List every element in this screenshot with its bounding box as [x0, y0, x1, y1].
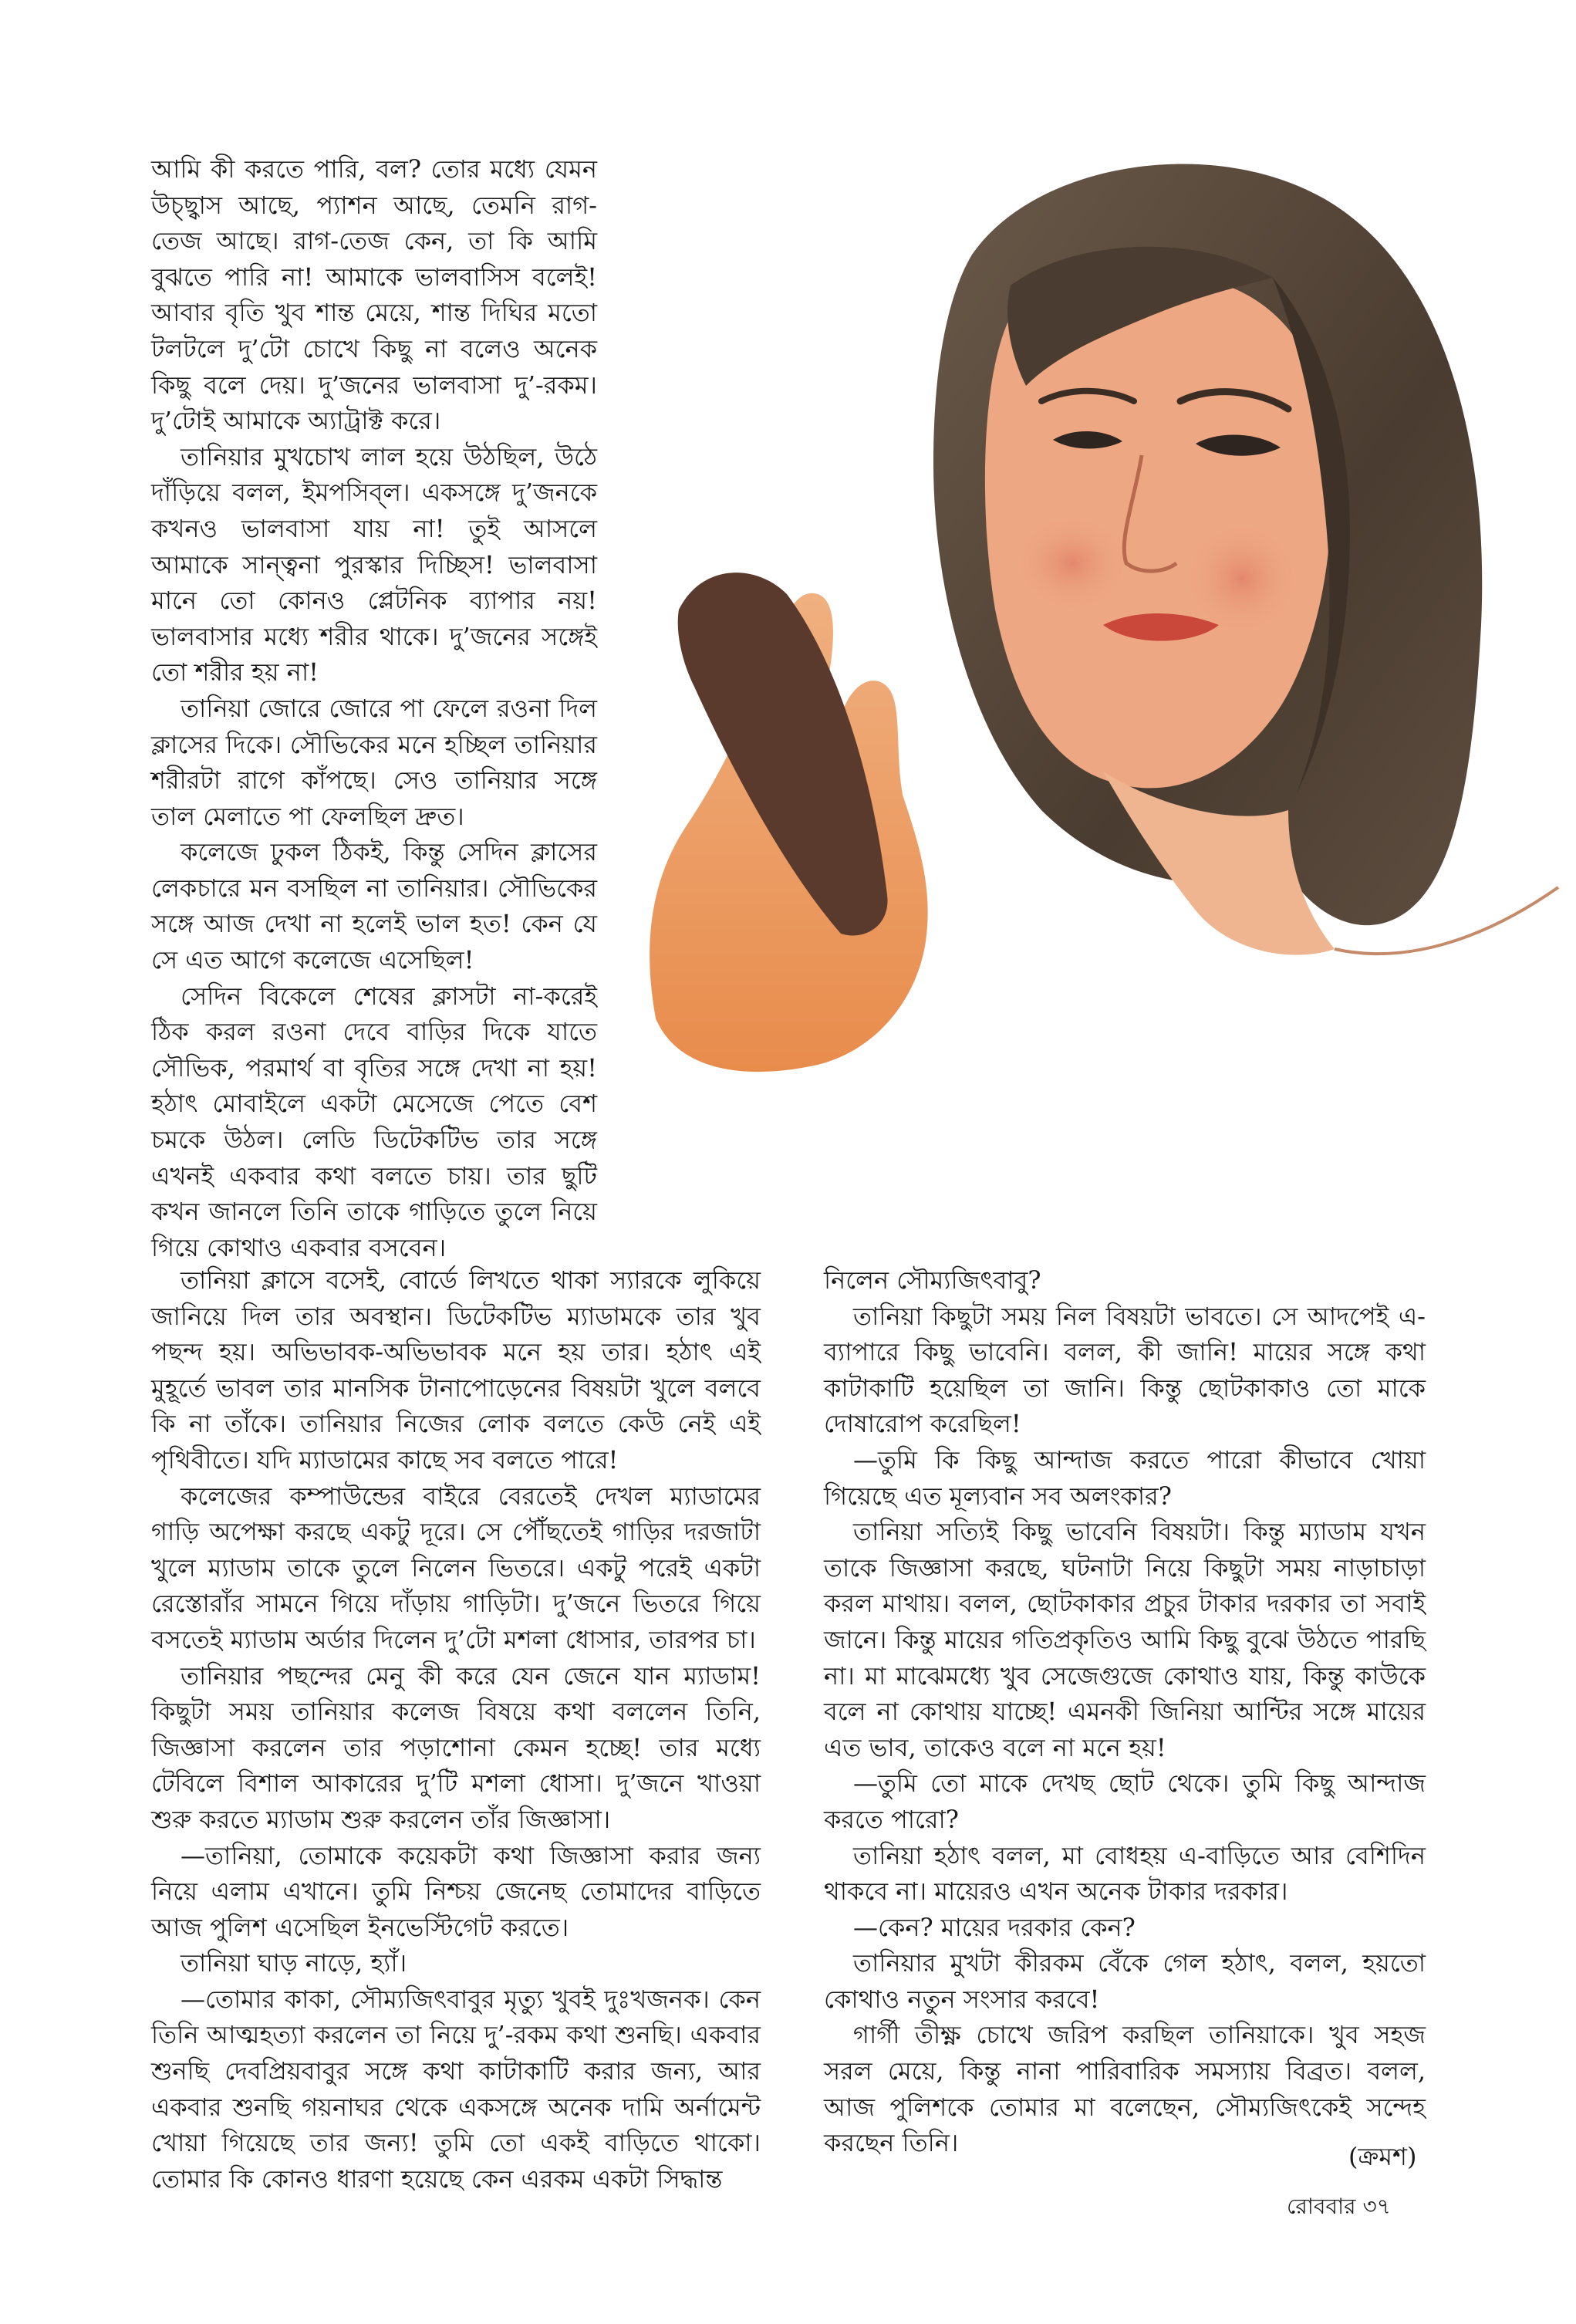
paragraph: কলেজের কম্পাউন্ডের বাইরে বেরতেই দেখল ম্যাডামের গাড়ি অপেক্ষা করছে একটু দূরে। সে পৌঁছতেই গাড়ির দরজাটা খুলে ম্যাডাম তাকে তুলে নিলেন ভিতরে। একটু পরেই একটা রেস্তোরাঁর সামনে গিয়ে দাঁড়ায় গাড়িটা। দু’জনে ভিতরে গিয়ে বসতেই ম্যাডাম অর্ডার দিলেন দু’টো মশলা ধোসার, তারপর চা।	[151, 1481, 761, 1654]
paragraph: —তোমার কাকা, সৌম্যজিৎবাবুর মৃত্যু খুবই দুঃখজনক। কেন তিনি আত্মহত্যা করলেন তা নিয়ে দু’-রকম কথা শুনছি। একবার শুনছি দেবপ্রিয়বাবুর সঙ্গে কথা কাটাকাটি করার জন্য, আর একবার শুনছি গয়নাঘর থেকে একসঙ্গে অনেক দামি অর্নামেন্ট খোয়া গিয়েছে তার জন্য! তুমি তো একই বাড়িতে থাকো। তোমার কি কোনও ধারণা হয়েছে কেন এরকম একটা সিদ্ধান্ত	[151, 1984, 761, 2194]
woman-with-phone-illustration	[609, 131, 1576, 1165]
paragraph: তানিয়ার মুখটা কীরকম বেঁকে গেল হঠাৎ, বলল, হয়তো কোথাও নতুন সংসার করবে!	[824, 1948, 1426, 2014]
paragraph: তানিয়া হঠাৎ বলল, মা বোধহয় এ-বাড়িতে আর বেশিদিন থাকবে না। মায়েরও এখন অনেক টাকার দরকার।	[824, 1840, 1426, 1907]
paragraph: তানিয়া সত্যিই কিছু ভাবেনি বিষয়টা। কিন্তু ম্যাডাম যখন তাকে জিজ্ঞাসা করছে, ঘটনাটা নিয়ে কিছুটা সময় নাড়াচাড়া করল মাথায়। বলল, ছোটকাকার প্রচুর টাকার দরকার তা সবাই জানে। কিন্তু মায়ের গতিপ্রকৃতিও আমি কিছু বুঝে উঠতে পারছি না। মা মাঝেমধ্যে খুব সেজেগুজে কোথাও যায়, কিন্তু কাউকে বলে না কোথায় যাচ্ছে! এমনকী জিনিয়া আন্টির সঙ্গে মায়ের এত ভাব, তাকেও বলে না মনে হয়!	[824, 1517, 1426, 1762]
paragraph: আমি কী করতে পারি, বল? তোর মধ্যে যেমন উচ্ছ্বাস আছে, প্যাশন আছে, তেমনি রাগ-তেজ আছে। রাগ-তেজ কেন, তা কি আমি বুঝতে পারি না! আমাকে ভালবাসিস বলেই! আবার বৃতি খুব শান্ত মেয়ে, শান্ত দিঘির মতো টলটলে দু’টো চোখে কিছু না বলেও অনেক কিছু বলে দেয়। দু’জনের ভালবাসা দু’-রকম। দু’টোই আমাকে অ্যাট্রাক্ট করে।	[151, 154, 597, 436]
article-column-top	[151, 151, 597, 1265]
paragraph: নিলেন সৌম্যজিৎবাবু?	[824, 1265, 1041, 1295]
paragraph: গার্গী তীক্ষ্ণ চোখে জরিপ করছিল তানিয়াকে। খুব সহজ সরল মেয়ে, কিন্তু নানা পারিবারিক সমস্যায় বিব্রত। বলল, আজ পুলিশকে তোমার মা বলেছেন, সৌম্যজিৎকেই সন্দেহ করছেন তিনি।	[824, 2020, 1426, 2158]
story-illustration	[609, 131, 1576, 1165]
article-column-right	[824, 1262, 1426, 2161]
paragraph: —তুমি কি কিছু আন্দাজ করতে পারো কীভাবে খোয়া গিয়েছে এত মূল্যবান সব অলংকার?	[824, 1444, 1426, 1511]
paragraph: তানিয়া জোরে জোরে পা ফেলে রওনা দিল ক্লাসের দিকে। সৌভিকের মনে হচ্ছিল তানিয়ার শরীরটা রাগে কাঁপছে। সেও তানিয়ার সঙ্গে তাল মেলাতে পা ফেলছিল দ্রুত।	[151, 693, 597, 831]
paragraph: তানিয়া ক্লাসে বসেই, বোর্ডে লিখতে থাকা স্যারকে লুকিয়ে জানিয়ে দিল তার অবস্থান। ডিটেকটিভ ম্যাডামকে তার খুব পছন্দ হয়। অভিভাবক-অভিভাবক মনে হয় তার। হঠাৎ এই মুহূর্তে ভাবল তার মানসিক টানাপোড়েনের বিষয়টা খুলে বলবে কি না তাঁকে। তানিয়ার নিজের লোক বলতে কেউ নেই এই পৃথিবীতে। যদি ম্যাডামের কাছে সব বলতে পারে!	[151, 1265, 761, 1474]
paragraph: তানিয়ার পছন্দের মেনু কী করে যেন জেনে যান ম্যাডাম! কিছুটা সময় তানিয়ার কলেজ বিষয়ে কথা বললেন তিনি, জিজ্ঞাসা করলেন তার পড়াশোনা কেমন হচ্ছে! তার মধ্যে টেবিলে বিশাল আকারের দু’টি মশলা ধোসা। দু’জনে খাওয়া শুরু করতে ম্যাডাম শুরু করলেন তাঁর জিজ্ঞাসা।	[151, 1660, 761, 1834]
article-column-left	[151, 1262, 761, 2197]
paragraph: সেদিন বিকেলে শেষের ক্লাসটা না-করেই ঠিক করল রওনা দেবে বাড়ির দিকে যাতে সৌভিক, পরমার্থ বা বৃতির সঙ্গে দেখা না হয়! হঠাৎ মোবাইলে একটা মেসেজে পেতে বেশ চমকে উঠল। লেডি ডিটেকটিভ তার সঙ্গে এখনই একবার কথা বলতে চায়। তার ছুটি কখন জানলে তিনি তাকে গাড়িতে তুলে নিয়ে গিয়ে কোথাও একবার বসবেন।	[151, 981, 597, 1262]
cheek-left	[1018, 517, 1126, 610]
paragraph: —তানিয়া, তোমাকে কয়েকটা কথা জিজ্ঞাসা করার জন্য নিয়ে এলাম এখানে। তুমি নিশ্চয় জেনেছ তোমাদের বাড়িতে আজ পুলিশ এসেছিল ইনভেস্টিগেট করতে।	[151, 1840, 761, 1942]
paragraph: কলেজে ঢুকল ঠিকই, কিন্তু সেদিন ক্লাসের লেকচারে মন বসছিল না তানিয়ার। সৌভিকের সঙ্গে আজ দেখা না হলেই ভাল হত! কেন যে সে এত আগে কলেজে এসেছিল!	[151, 837, 597, 975]
paragraph: —কেন? মায়ের দরকার কেন?	[853, 1912, 1136, 1942]
page-folio: রোববার ৩৭	[1287, 2194, 1391, 2219]
paragraph: —তুমি তো মাকে দেখছ ছোট থেকে। তুমি কিছু আন্দাজ করতে পারো?	[824, 1768, 1426, 1834]
paragraph: তানিয়া ঘাড় নাড়ে, হ্যাঁ।	[181, 1948, 407, 1978]
cheek-right	[1188, 525, 1296, 633]
paragraph: তানিয়া কিছুটা সময় নিল বিষয়টা ভাবতে। সে আদপেই এ-ব্যাপারে কিছু ভাবেনি। বলল, কী জানি! মায়ের সঙ্গে কথা কাটাকাটি হয়েছিল তা জানি। কিন্তু ছোটকাকাও তো মাকে দোষারোপ করেছিল!	[824, 1301, 1426, 1439]
paragraph: তানিয়ার মুখচোখ লাল হয়ে উঠছিল, উঠে দাঁড়িয়ে বলল, ইমপসিব্‌ল। একসঙ্গে দু’জনকে কখনও ভালবাসা যায় না! তুই আসলে আমাকে সান্ত্বনা পুরস্কার দিচ্ছিস! ভালবাসা মানে তো কোনও প্লেটনিক ব্যাপার নয়! ভালবাসার মধ্যে শরীর থাকে। দু’জনের সঙ্গেই তো শরীর হয় না!	[151, 441, 597, 687]
continued-label: (ক্রমশ)	[1348, 2142, 1417, 2171]
